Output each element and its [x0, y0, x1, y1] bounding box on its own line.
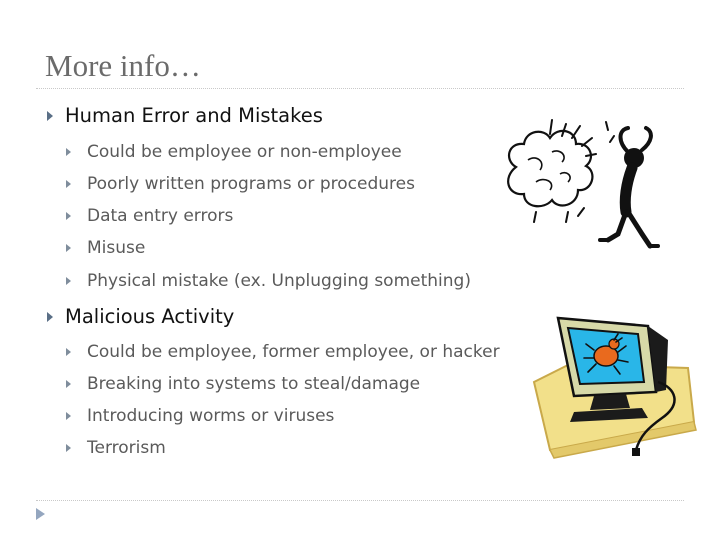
triangle-bullet-icon	[47, 312, 53, 322]
bullet-text: Could be employee, former employee, or hacker	[87, 342, 500, 362]
triangle-bullet-icon	[66, 444, 71, 452]
bullet-text: Misuse	[87, 238, 146, 258]
bullet-text: Poorly written programs or procedures	[87, 174, 415, 194]
bullet-text: Physical mistake (ex. Unplugging something)	[87, 271, 471, 291]
triangle-bullet-icon	[66, 180, 71, 188]
bullet-text: Introducing worms or viruses	[87, 406, 335, 426]
slide-title: More info…	[45, 48, 201, 83]
bullet-text: Malicious Activity	[65, 305, 235, 328]
bullet-text: Terrorism	[87, 438, 166, 458]
next-slide-arrow-icon[interactable]	[36, 508, 45, 520]
computer-virus-bug-clipart	[530, 312, 700, 462]
bullet-text: Human Error and Mistakes	[65, 104, 323, 127]
bullet-text: Breaking into systems to steal/damage	[87, 374, 421, 394]
footer-divider	[36, 500, 684, 501]
triangle-bullet-icon	[66, 277, 71, 285]
triangle-bullet-icon	[47, 111, 53, 121]
triangle-bullet-icon	[66, 212, 71, 220]
triangle-bullet-icon	[66, 380, 71, 388]
triangle-bullet-icon	[66, 348, 71, 356]
triangle-bullet-icon	[66, 244, 71, 252]
triangle-bullet-icon	[66, 412, 71, 420]
exploding-frustrated-person-clipart	[496, 112, 676, 252]
bullet-text: Data entry errors	[87, 206, 234, 226]
bullet-text: Could be employee or non-employee	[87, 142, 402, 162]
triangle-bullet-icon	[66, 148, 71, 156]
